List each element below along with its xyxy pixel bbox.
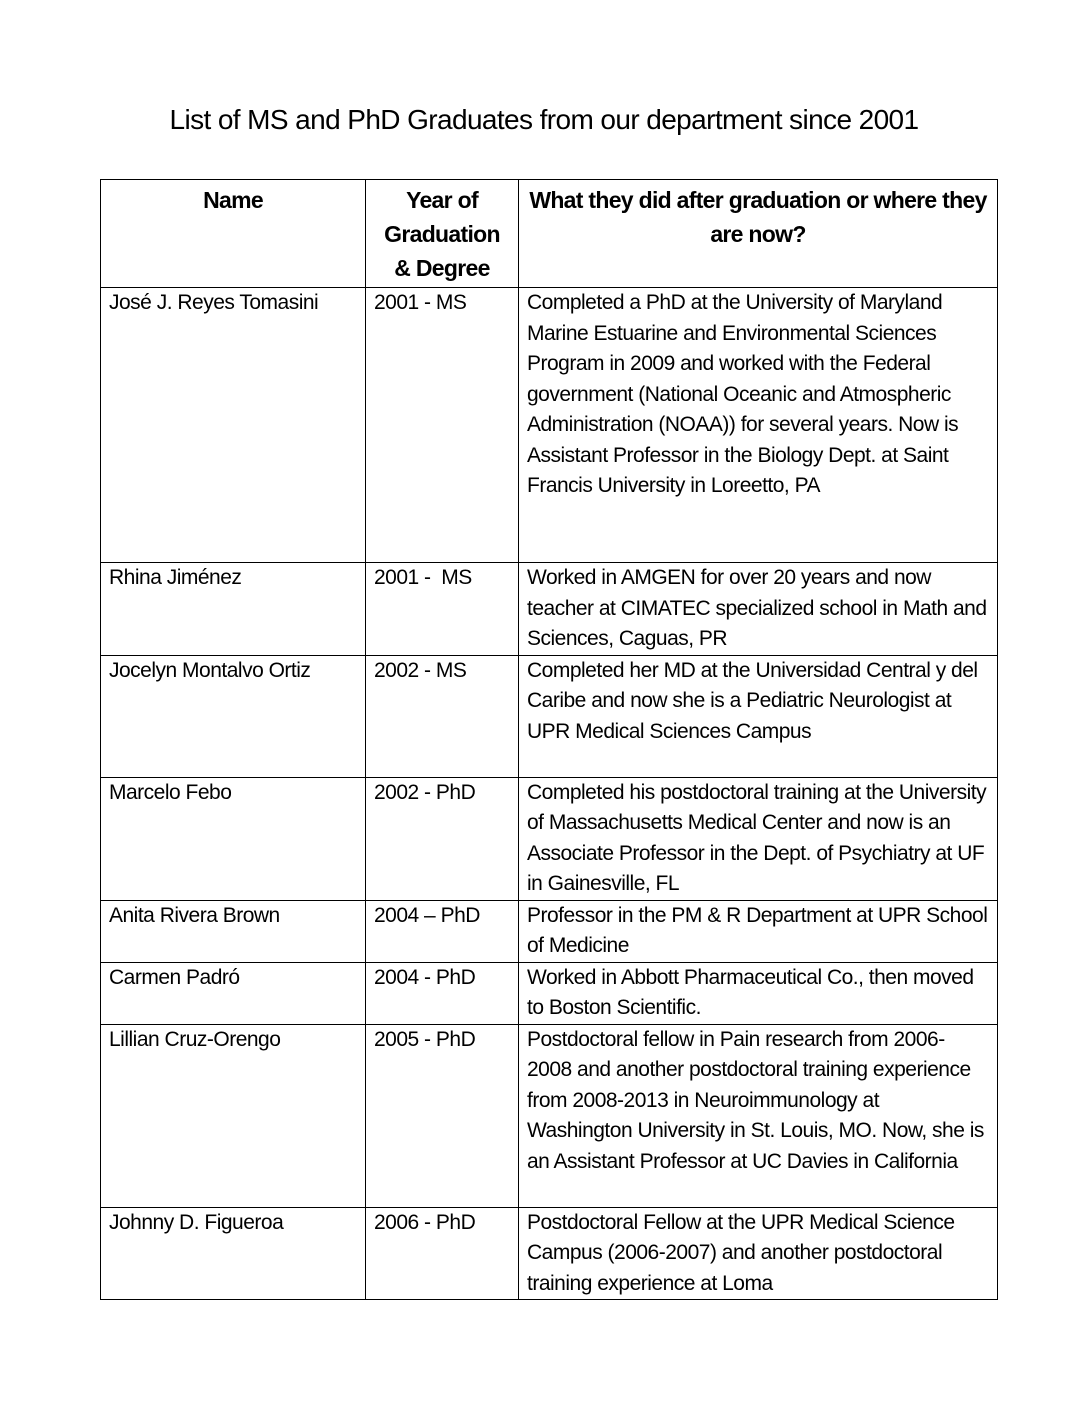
- graduation-year-degree: 2002 - MS: [366, 655, 519, 777]
- after-graduation-description: Completed her MD at the Universidad Central y del Caribe and now she is a Pediatric Neurologist at UPR Medical Sciences Campus: [519, 655, 998, 777]
- after-graduation-description: Worked in AMGEN for over 20 years and now teacher at CIMATEC specialized school in Math and Sciences, Caguas, PR: [519, 563, 998, 656]
- graduation-year-degree: 2001 - MS: [366, 288, 519, 563]
- after-graduation-description: Worked in Abbott Pharmaceutical Co., then moved to Boston Scientific.: [519, 962, 998, 1024]
- graduation-year-degree: 2004 – PhD: [366, 900, 519, 962]
- after-graduation-description: Completed a PhD at the University of Maryland Marine Estuarine and Environmental Sciences Program in 2009 and worked with the Federal government (National Oceanic and Atmospheric Administration (NOAA)) for several years. Now is Assistant Professor in the Biology Dept. at Saint Francis University in Loreetto, PA: [519, 288, 998, 563]
- graduate-name: Jocelyn Montalvo Ortiz: [101, 655, 366, 777]
- table-row: [101, 1024, 998, 1207]
- graduation-year-degree: 2006 - PhD: [366, 1207, 519, 1300]
- table-row: [101, 962, 998, 1024]
- graduate-name: José J. Reyes Tomasini: [101, 288, 366, 563]
- graduation-year-degree: 2002 - PhD: [366, 777, 519, 900]
- graduate-name: Rhina Jiménez: [101, 563, 366, 656]
- graduates-table: [100, 179, 998, 1300]
- table-row: [101, 1207, 998, 1300]
- table-row: [101, 655, 998, 777]
- table-row: [101, 777, 998, 900]
- table-row: [101, 563, 998, 656]
- table-header-row: [101, 180, 998, 288]
- graduation-year-degree: 2005 - PhD: [366, 1024, 519, 1207]
- graduation-year-degree: 2004 - PhD: [366, 962, 519, 1024]
- after-graduation-description: Professor in the PM & R Department at UPR School of Medicine: [519, 900, 998, 962]
- after-graduation-description: Postdoctoral fellow in Pain research from 2006-2008 and another postdoctoral training experience from 2008-2013 in Neuroimmunology at Washington University in St. Louis, MO. Now, she is an Assistant Professor at UC Davies in California: [519, 1024, 998, 1207]
- table-row: [101, 288, 998, 563]
- graduate-name: Carmen Padró: [101, 962, 366, 1024]
- header-after-graduation: What they did after graduation or where they are now?: [519, 180, 998, 288]
- table-row: [101, 900, 998, 962]
- graduate-name: Lillian Cruz-Orengo: [101, 1024, 366, 1207]
- graduate-name: Anita Rivera Brown: [101, 900, 366, 962]
- after-graduation-description: Postdoctoral Fellow at the UPR Medical Science Campus (2006-2007) and another postdoctoral training experience at Loma: [519, 1207, 998, 1300]
- header-year-degree: Year of Graduation & Degree: [366, 180, 519, 288]
- graduate-name: Johnny D. Figueroa: [101, 1207, 366, 1300]
- graduate-name: Marcelo Febo: [101, 777, 366, 900]
- after-graduation-description: Completed his postdoctoral training at the University of Massachusetts Medical Center and now is an Associate Professor in the Dept. of Psychiatry at UF in Gainesville, FL: [519, 777, 998, 900]
- graduation-year-degree: 2001 - MS: [366, 563, 519, 656]
- document-title: List of MS and PhD Graduates from our department since 2001: [169, 104, 919, 135]
- header-name: Name: [101, 180, 366, 288]
